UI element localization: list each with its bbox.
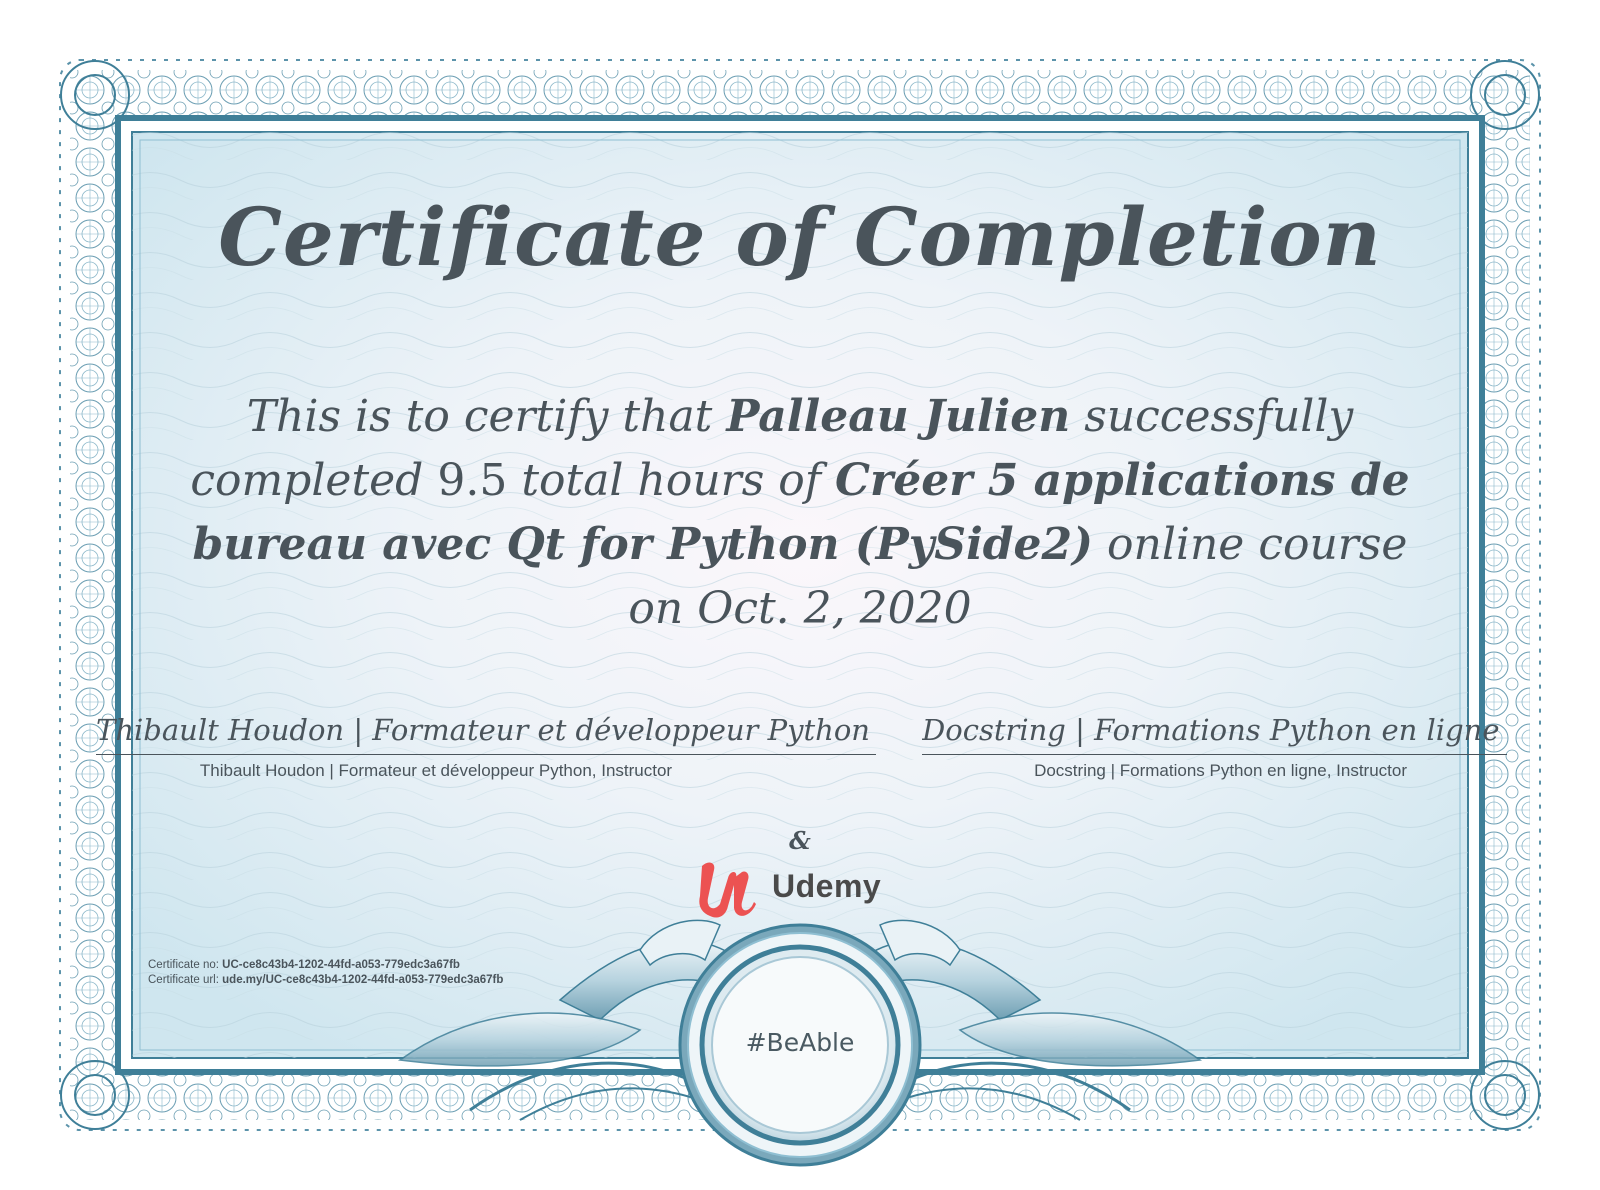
certificate-number-label: Certificate no: <box>148 959 219 971</box>
certificate-number-row <box>148 958 503 973</box>
certificate-meta <box>148 958 503 988</box>
udemy-wordmark: Udemy <box>772 867 882 904</box>
statement-middle-1: successfully completed <box>190 391 1354 506</box>
signature-block-organization <box>922 708 1507 781</box>
seal-text: #BeAble <box>745 1028 855 1057</box>
certificate-number: UC-ce8c43b4-1202-44fd-a053-779edc3a67fb <box>222 959 460 971</box>
course-hours: 9.5 <box>437 455 508 506</box>
course-title: Créer 5 applications de bureau avec Qt for Python (PySide2) <box>192 455 1410 570</box>
signature: Docstring | Formations Python en ligne <box>922 713 1500 747</box>
certificate-url-row <box>148 973 503 988</box>
statement-prefix: This is to certify that <box>246 391 713 442</box>
statement-middle-3: online course on <box>628 519 1408 634</box>
udemy-logo-spacer <box>700 858 762 914</box>
certificate-statement <box>170 385 1430 641</box>
udemy-brand <box>700 856 881 916</box>
certificate-url[interactable]: ude.my/UC-ce8c43b4-1202-44fd-a053-779edc3a67fb <box>222 974 504 986</box>
signature-caption: Thibault Houdon | Formateur et développeur Python, Instructor <box>199 761 673 780</box>
signature: Thibault Houdon | Formateur et développeur Python <box>96 713 870 747</box>
signature-line <box>96 754 876 755</box>
signature-line <box>922 754 1507 755</box>
signature-block-instructor <box>96 708 876 781</box>
ampersand: & <box>789 826 811 855</box>
signature-caption: Docstring | Formations Python en ligne, Instructor <box>1034 761 1407 780</box>
recipient-name: Palleau Julien <box>726 391 1071 442</box>
certificate-title: Certificate of Completion <box>218 190 1382 284</box>
statement-middle-2: total hours of <box>521 455 822 506</box>
certificate-url-label: Certificate url: <box>148 974 219 986</box>
completion-date: Oct. 2, 2020 <box>697 583 972 634</box>
